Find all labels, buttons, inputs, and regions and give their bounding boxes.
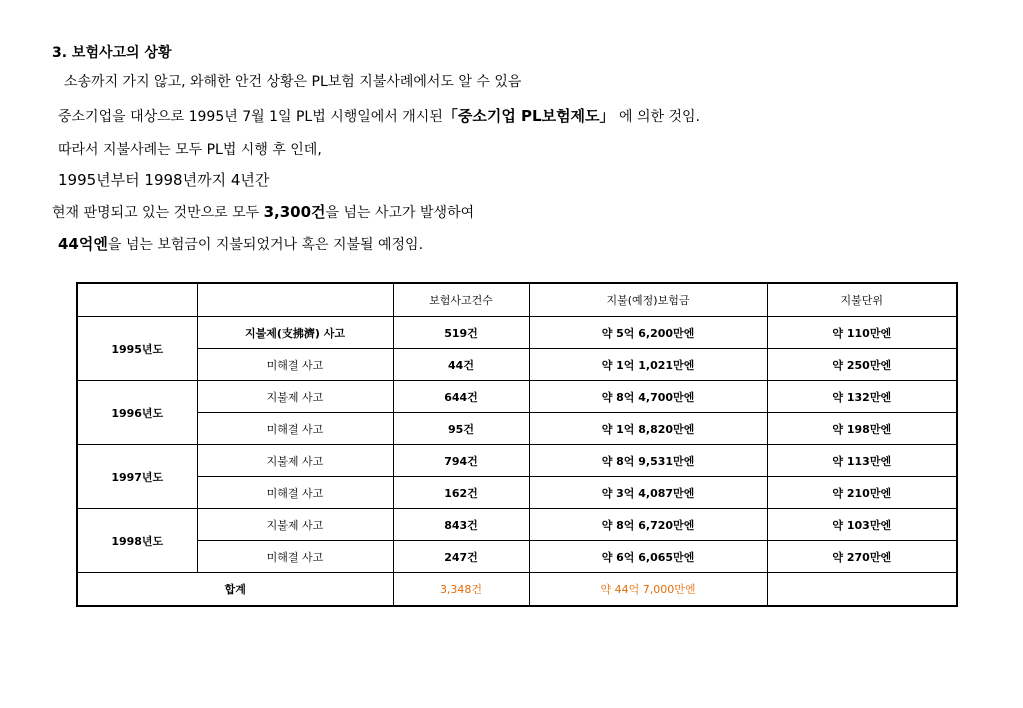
type-cell: 지불제 사고: [197, 509, 393, 541]
line2-text-post: 에 의한 것임.: [619, 109, 700, 125]
accident-count-highlight: 3,300건: [263, 203, 326, 221]
table-row: [77, 509, 957, 541]
header-cell-year: [77, 283, 197, 317]
table-row: [77, 541, 957, 573]
count-cell: 644건: [393, 381, 529, 413]
table-row: [77, 317, 957, 349]
type-cell: 미해결 사고: [197, 349, 393, 381]
count-cell: 95건: [393, 413, 529, 445]
unit-cell: 약 110만엔: [767, 317, 957, 349]
table-row: [77, 413, 957, 445]
table-row: [77, 349, 957, 381]
count-cell: 519건: [393, 317, 529, 349]
count-cell: 162건: [393, 477, 529, 509]
section-heading: 3. 보험사고의 상황: [52, 45, 172, 61]
type-cell: 지불제 사고: [197, 445, 393, 477]
table-row: [77, 477, 957, 509]
unit-cell: 약 132만엔: [767, 381, 957, 413]
total-label: 합계: [77, 573, 393, 607]
unit-cell: 약 210만엔: [767, 477, 957, 509]
unit-cell: 약 103만엔: [767, 509, 957, 541]
year-cell: 1997년도: [77, 445, 197, 509]
payout-highlight: 44억엔: [58, 235, 108, 253]
total-amount: 약 44억 7,000만엔: [529, 573, 767, 607]
amount-cell: 약 6억 6,065만엔: [529, 541, 767, 573]
table-row: [77, 381, 957, 413]
header-cell-type: [197, 283, 393, 317]
amount-cell: 약 8억 9,531만엔: [529, 445, 767, 477]
table-header-row: [77, 283, 957, 317]
line5-text-pre: 현재 판명되고 있는 것만으로 모두: [52, 205, 260, 221]
unit-cell: 약 113만엔: [767, 445, 957, 477]
year-cell: 1998년도: [77, 509, 197, 573]
line6-text-post: 을 넘는 보험금이 지불되었거나 혹은 지불될 예정임.: [107, 237, 424, 253]
paragraph-line-3: 따라서 지불사례는 모두 PL법 시행 후 인데,: [58, 142, 322, 158]
type-cell: 미해결 사고: [197, 477, 393, 509]
program-name: 「중소기업 PL보험제도」: [442, 107, 615, 125]
line5-text-post: 을 넘는 사고가 발생하여: [325, 205, 475, 221]
year-cell: 1995년도: [77, 317, 197, 381]
table-row: [77, 445, 957, 477]
type-cell: 미해결 사고: [197, 541, 393, 573]
header-cell-amount: 지불(예정)보험금: [529, 283, 767, 317]
type-cell: 지불제(支拂濟) 사고: [197, 317, 393, 349]
header-cell-count: 보험사고건수: [393, 283, 529, 317]
amount-cell: 약 1억 1,021만엔: [529, 349, 767, 381]
period-line: 1995년부터 1998년까지 4년간: [58, 171, 270, 189]
line2-text-pre: 중소기업을 대상으로 1995년 7월 1일 PL법 시행일에서 개시된: [58, 109, 443, 125]
count-cell: 247건: [393, 541, 529, 573]
amount-cell: 약 8억 4,700만엔: [529, 381, 767, 413]
paragraph-line-6: [58, 235, 423, 254]
insurance-claims-table: [76, 282, 958, 607]
count-cell: 794건: [393, 445, 529, 477]
header-cell-unit: 지불단위: [767, 283, 957, 317]
amount-cell: 약 5억 6,200만엔: [529, 317, 767, 349]
paragraph-line-2: [58, 107, 700, 126]
count-cell: 44건: [393, 349, 529, 381]
year-cell: 1996년도: [77, 381, 197, 445]
total-row: [77, 573, 957, 607]
type-cell: 미해결 사고: [197, 413, 393, 445]
unit-cell: 약 250만엔: [767, 349, 957, 381]
total-count: 3,348건: [393, 573, 529, 607]
count-cell: 843건: [393, 509, 529, 541]
unit-cell: 약 270만엔: [767, 541, 957, 573]
paragraph-line-5: [52, 203, 474, 222]
type-cell: 지불제 사고: [197, 381, 393, 413]
amount-cell: 약 3억 4,087만엔: [529, 477, 767, 509]
paragraph-line-1: 소송까지 가지 않고, 와해한 안건 상황은 PL보험 지불사례에서도 알 수 있음: [64, 74, 522, 90]
amount-cell: 약 1억 8,820만엔: [529, 413, 767, 445]
amount-cell: 약 8억 6,720만엔: [529, 509, 767, 541]
total-unit: [767, 573, 957, 607]
unit-cell: 약 198만엔: [767, 413, 957, 445]
